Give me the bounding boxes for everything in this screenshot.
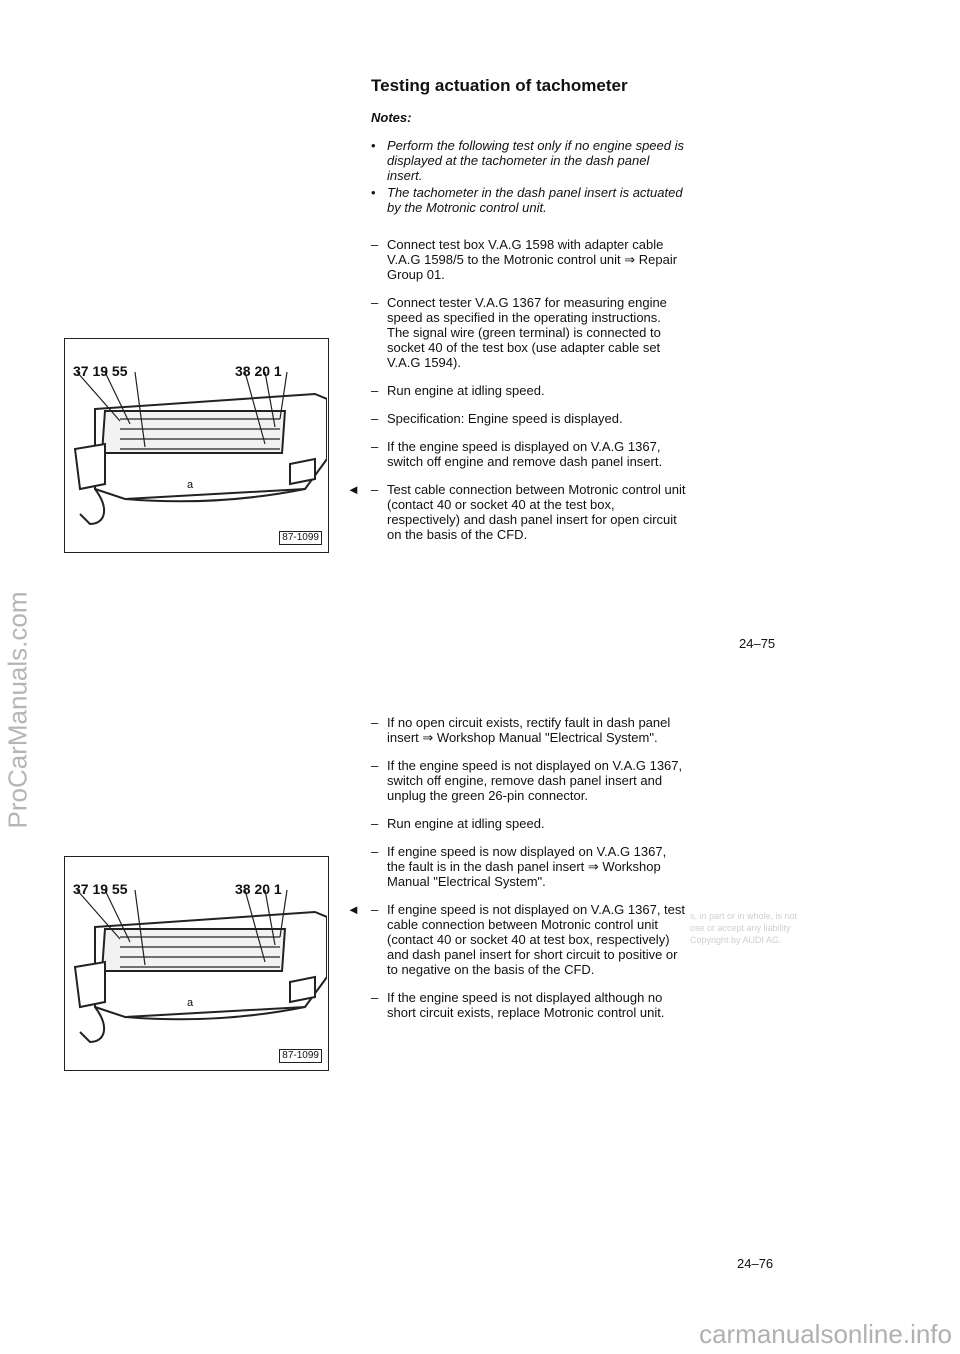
step-text: If no open circuit exists, rectify fault in dash panel insert ⇒ Workshop Manual "Electrical System". — [387, 715, 671, 745]
bottom-watermark: carmanualsonline.info — [699, 1319, 952, 1349]
step-text: If the engine speed is not displayed on V.A.G 1367, switch off engine, remove dash panel insert and unplug the green 26-pin connector. — [387, 758, 683, 803]
step-item: – Connect test box V.A.G 1598 with adapter cable V.A.G 1598/5 to the Motronic control unit ⇒ Repair Group 01. — [371, 237, 678, 282]
pin-numbers-left: 37 19 55 — [73, 363, 128, 379]
note-item: • Perform the following test only if no engine speed is displayed at the tachometer in the dash panel insert. — [371, 138, 686, 183]
connector-figure — [64, 338, 329, 553]
step-item: – Connect tester V.A.G 1367 for measuring engine speed as specified in the operating instructions. The signal wire (green terminal) is connected to socket 40 of the test box (use adapter cable set V.A.G 1594). — [371, 295, 667, 370]
step-item: – Run engine at idling speed. — [371, 816, 545, 831]
notes-list — [371, 138, 686, 217]
notes-heading: Notes: — [371, 110, 412, 125]
small-label: a — [187, 997, 194, 1009]
step-item: – Specification: Engine speed is displayed. — [371, 411, 623, 426]
side-watermark-text: ProCarManuals.com — [2, 591, 33, 829]
figure-label: 87-1099 — [279, 1049, 322, 1063]
step-item: – If no open circuit exists, rectify fault in dash panel insert ⇒ Workshop Manual "Electrical System". — [371, 715, 671, 745]
connector-figure — [64, 856, 329, 1071]
step-text: Connect test box V.A.G 1598 with adapter cable V.A.G 1598/5 to the Motronic control unit ⇒ Repair Group 01. — [387, 237, 678, 282]
faint-copyright-line: s, in part or in whole, is not — [690, 911, 798, 921]
figure-label: 87-1099 — [279, 531, 322, 545]
step-item: – If the engine speed is not displayed although no short circuit exists, replace Motronic control unit. — [371, 990, 665, 1020]
page-number: 24–75 — [739, 636, 776, 651]
pin-numbers-right: 38 20 1 — [235, 363, 282, 379]
arrow-marker: ◄ — [347, 482, 360, 497]
note-item: • The tachometer in the dash panel insert is actuated by the Motronic control unit. — [371, 185, 686, 215]
step-item: ◄ – If engine speed is not displayed on V.A.G 1367, test cable connection between Motronic control unit (contact 40 or socket 40 at test box, respectively) and dash panel insert for short circuit to positive or to negative on the basis of the CFD. — [347, 902, 686, 977]
steps-list-page2 — [347, 715, 686, 1033]
step-item: – If the engine speed is displayed on V.A.G 1367, switch off engine and remove dash panel insert. — [371, 439, 663, 469]
page-title: Testing actuation of tachometer — [371, 76, 628, 95]
small-label: a — [187, 479, 194, 491]
step-text: If engine speed is not displayed on V.A.G 1367, test cable connection between Motronic control unit (contact 40 or socket 40 at test box, respectively) and dash panel insert for short circuit to positive or to negative on the basis of the CFD. — [387, 902, 686, 977]
step-text: Run engine at idling speed. — [387, 816, 545, 831]
faint-copyright-line: Copyright by AUDI AG. — [690, 935, 782, 945]
page-number: 24–76 — [737, 1256, 774, 1271]
step-text: Specification: Engine speed is displayed. — [387, 411, 623, 426]
step-text: If the engine speed is not displayed although no short circuit exists, replace Motronic control unit. — [387, 990, 665, 1020]
step-text: If engine speed is now displayed on V.A.G 1367, the fault is in the dash panel insert ⇒ Workshop Manual "Electrical System". — [387, 844, 667, 889]
step-item: – If the engine speed is not displayed on V.A.G 1367, switch off engine, remove dash panel insert and unplug the green 26-pin connector. — [371, 758, 683, 803]
step-item: ◄ – Test cable connection between Motronic control unit (contact 40 or socket 40 at the test box, respectively) and dash panel insert for open circuit on the basis of the CFD. — [347, 482, 686, 542]
pin-numbers-right: 38 20 1 — [235, 881, 282, 897]
step-text: If the engine speed is displayed on V.A.G 1367, switch off engine and remove dash panel insert. — [387, 439, 663, 469]
step-item: – If engine speed is now displayed on V.A.G 1367, the fault is in the dash panel insert ⇒ Workshop Manual "Electrical System". — [371, 844, 667, 889]
steps-list-page1 — [347, 237, 686, 555]
step-text: Test cable connection between Motronic control unit (contact 40 or socket 40 at the test box, respectively) and dash panel insert for open circuit on the basis of the CFD. — [387, 482, 686, 542]
step-item: – Run engine at idling speed. — [371, 383, 545, 398]
step-text: Run engine at idling speed. — [387, 383, 545, 398]
faint-copyright-line: ose or accept any liability — [690, 923, 791, 933]
pin-numbers-left: 37 19 55 — [73, 881, 128, 897]
step-text: Connect tester V.A.G 1367 for measuring engine speed as specified in the operating instructions. The signal wire (green terminal) is connected to socket 40 of the test box (use adapter cable set V.A.G 1594). — [387, 295, 667, 370]
arrow-marker: ◄ — [347, 902, 360, 917]
side-watermark — [0, 560, 38, 860]
